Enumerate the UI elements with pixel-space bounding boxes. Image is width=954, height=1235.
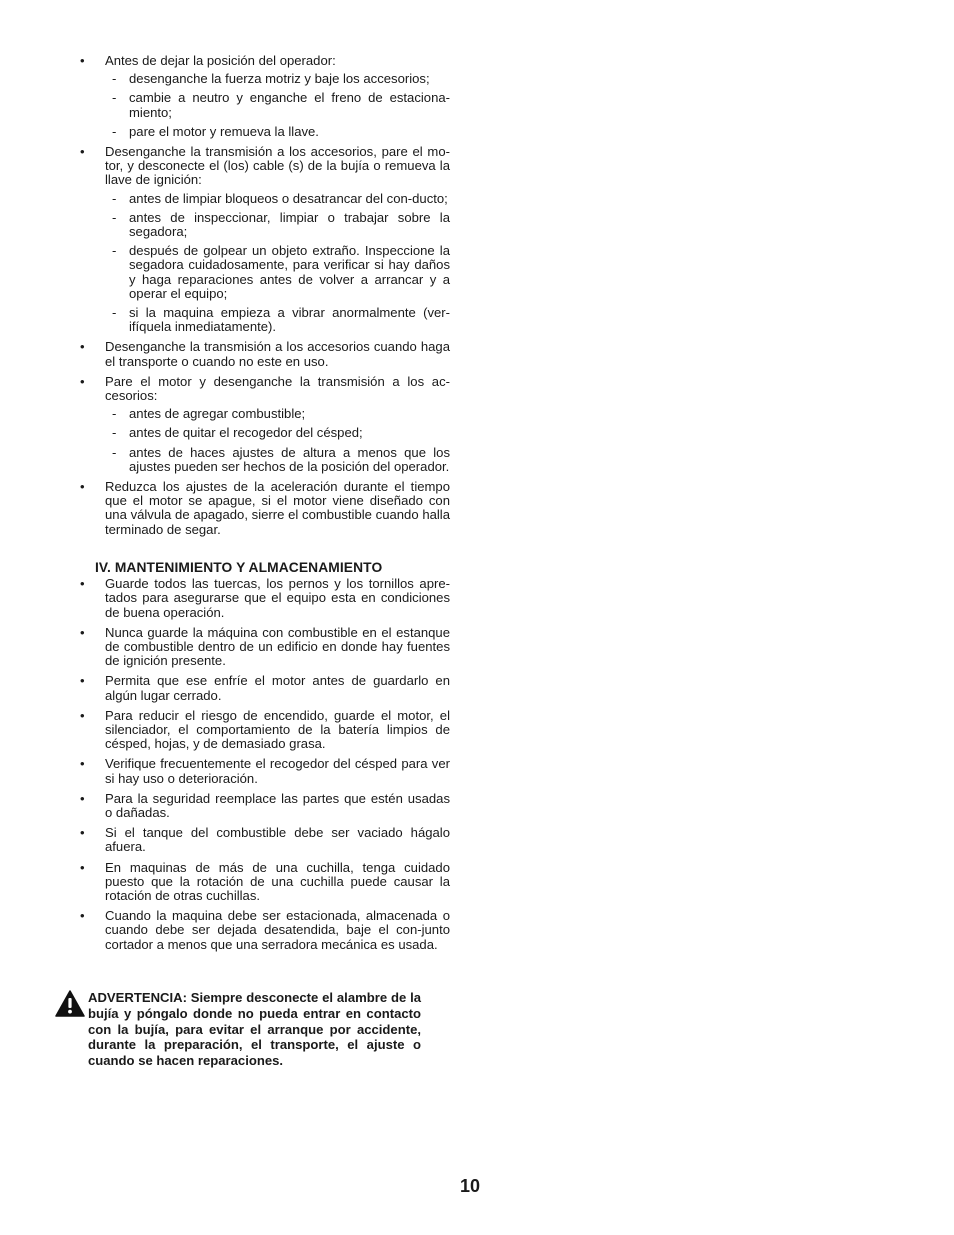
list-item-text: Verifique frecuentemente el recogedor del césped para ver si hay uso o deterioración. [105,756,450,786]
bullet-mark: • [80,53,85,68]
list-item-text: Guarde todos las tuercas, los pernos y los tornillos apre-tados para asegurarse que el equipo esta en condiciones de buena operación. [105,576,450,620]
list-item-text: En maquinas de más de una cuchilla, tenga cuidado puesto que la rotación de una cuchilla puede causar la rotación de otras cuchillas. [105,859,450,903]
sub-list-item [105,426,450,440]
list-item [80,577,450,620]
bullet-mark: • [80,373,85,389]
bullet-mark: • [80,825,85,841]
list-item [80,861,450,904]
bullet-mark: • [80,790,85,806]
list-item [80,626,450,669]
sub-list [105,192,450,335]
list-item [80,826,450,854]
dash-mark: - [112,190,117,206]
sub-list-item [105,446,450,474]
maintenance-list [80,577,450,952]
list-item-text: Pare el motor y desenganche la transmisión a los ac-cesorios: [105,373,450,404]
sub-list-item [105,125,450,139]
sub-list-item-text: desenganche la fuerza motriz y baje los accesorios; [129,71,430,87]
sub-list [105,407,450,474]
dash-mark: - [112,406,117,422]
bullet-mark: • [80,859,85,875]
sub-list-item [105,244,450,301]
sub-list-item-text: antes de haces ajustes de altura a menos que los ajustes pueden ser hechos de la posición del operador. [129,444,450,474]
dash-mark: - [112,444,117,460]
list-item [80,375,450,474]
list-item [80,674,450,702]
dash-mark: - [112,425,117,441]
sub-list-item [105,211,450,239]
list-item [80,340,450,368]
dash-mark: - [112,209,117,225]
section-title: IV. MANTENIMIENTO Y ALMACENAMIENTO [95,559,383,575]
sub-list-item-text: después de golpear un objeto extraño. Inspeccione la segadora cuidadosamente, para verificar si hay daños y haga reparaciones antes de volver a arrancar y a operar el equipo; [129,243,450,301]
bullet-mark: • [80,144,85,160]
sub-list [105,72,450,139]
bullet-mark: • [80,576,85,592]
sub-list-item [105,72,450,86]
sub-list-item-text: antes de agregar combustible; [129,406,306,422]
list-item [80,54,450,139]
list-item-text: Cuando la maquina debe ser estacionada, almacenada o cuando debe ser dejada desatendida, baje el con-junto cortador a menos que una serradora mecánica es usada. [105,908,450,952]
sub-list-item [105,407,450,421]
list-item [80,709,450,752]
sub-list-item-text: si la maquina empieza a vibrar anormalmente (ver-ifíquela inmediatamente). [129,305,450,335]
bullet-mark: • [80,908,85,924]
dash-mark: - [112,71,117,87]
bullet-mark: • [80,673,85,689]
list-item-text: Para la seguridad reemplace las partes que estén usadas o dañadas. [105,790,450,820]
bullet-mark: • [80,479,85,495]
sub-list-item-text: antes de limpiar bloqueos o desatrancar del con-ducto; [129,190,448,206]
list-item-text: Nunca guarde la máquina con combustible en el estanque de combustible dentro de un edificio en donde hay fuentes de ignición presente. [105,624,450,669]
dash-mark: - [112,305,117,321]
list-item [80,909,450,952]
sub-list-item-text: pare el motor y remueva la llave. [129,123,319,139]
dash-mark: - [112,123,117,139]
list-item-text: Antes de dejar la posición del operador: [105,53,336,68]
list-item [80,792,450,820]
bullet-mark: • [80,756,85,772]
list-item-text: Para reducir el riesgo de encendido, guarde el motor, el silenciador, el comportamiento de la batería limpios de césped, hojas, y de demasiado grasa. [105,707,450,752]
sub-list-item-text: cambie a neutro y enganche el freno de estaciona-miento; [129,90,450,120]
warning-text: ADVERTENCIA: Siempre desconecte el alambre de la bujía y póngalo donde no pueda entrar en contacto con la bujía, para evitar el arranque por accidente, durante la preparación, el transporte, el ajuste o cuando se hacen reparaciones. [88,990,421,1069]
sub-list-item-text: antes de inspeccionar, limpiar o trabajar sobre la segadora; [129,209,450,240]
sub-list-item [105,306,450,334]
list-item [80,145,450,334]
sub-list-item-text: antes de quitar el recogedor del césped; [129,425,363,441]
page-number: 10 [460,1176,481,1196]
list-item [80,480,450,537]
sub-list-item [105,91,450,119]
bullet-mark: • [80,624,85,640]
list-item-text: Permita que ese enfríe el motor antes de guardarlo en algún lugar cerrado. [105,673,450,703]
warning-triangle-icon [55,990,85,1017]
dash-mark: - [112,243,117,259]
sub-list-item [105,192,450,206]
warning-box [55,990,421,1069]
operation-safety-list [80,54,450,537]
list-item [80,757,450,785]
list-item-text: Si el tanque del combustible debe ser vaciado hágalo afuera. [105,825,450,855]
list-item-text: Reduzca los ajustes de la aceleración durante el tiempo que el motor se apague, si el motor viene diseñado con una válvula de apagado, sierre el combustible cuando halla terminado de segar. [105,479,450,537]
dash-mark: - [112,90,117,106]
bullet-mark: • [80,339,85,355]
list-item-text: Desenganche la transmisión a los accesorios, pare el mo-tor, y desconecte el (los) cable (s) de la bujía o remueva la llave de ignición: [105,144,450,188]
main-column [80,54,450,958]
list-item-text: Desenganche la transmisión a los accesorios cuando haga el transporte o cuando no este en uso. [105,339,450,369]
bullet-mark: • [80,707,85,723]
